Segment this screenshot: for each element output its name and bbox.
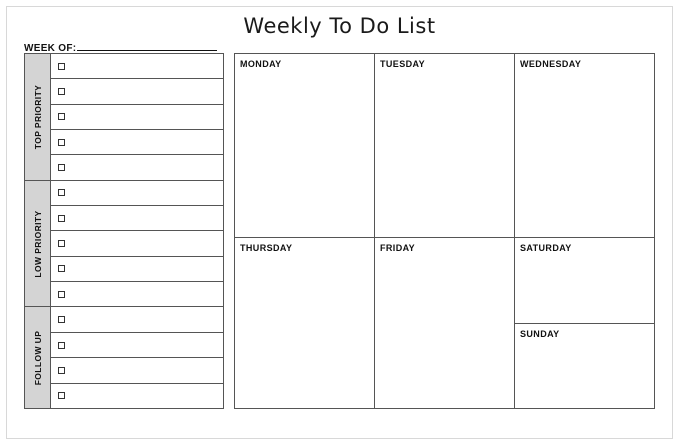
week-of-label: WEEK OF: [24, 43, 77, 54]
day-cell-sunday[interactable] [515, 324, 654, 408]
todo-writeline[interactable] [65, 181, 223, 205]
week-of-writeline[interactable] [77, 40, 217, 51]
todo-writeline[interactable] [65, 307, 223, 331]
todo-writeline[interactable] [65, 105, 223, 129]
day-cell-thursday[interactable] [235, 238, 375, 408]
priority-panel [24, 53, 224, 409]
checkbox-icon[interactable] [58, 189, 65, 196]
checkbox-icon[interactable] [58, 139, 65, 146]
list-item[interactable] [51, 79, 223, 104]
section-label-top-priority [25, 54, 51, 180]
day-cell-tuesday[interactable] [375, 54, 515, 238]
day-label: SUNDAY [520, 329, 560, 339]
day-cell-friday[interactable] [375, 238, 515, 408]
list-item[interactable] [51, 206, 223, 231]
todo-writeline[interactable] [65, 79, 223, 103]
section-rows-low-priority [51, 181, 223, 307]
day-label: WEDNESDAY [520, 59, 582, 69]
week-of-field[interactable] [24, 40, 217, 54]
page-title: Weekly To Do List [243, 14, 436, 38]
todo-writeline[interactable] [65, 231, 223, 255]
list-item[interactable] [51, 155, 223, 179]
section-low-priority [25, 181, 223, 308]
section-label-text: TOP PRIORITY [32, 84, 43, 150]
day-label: THURSDAY [240, 243, 293, 253]
day-label: FRIDAY [380, 243, 416, 253]
checkbox-icon[interactable] [58, 88, 65, 95]
checkbox-icon[interactable] [58, 63, 65, 70]
list-item[interactable] [51, 257, 223, 282]
list-item[interactable] [51, 384, 223, 408]
day-label: TUESDAY [380, 59, 425, 69]
section-follow-up [25, 307, 223, 408]
todo-writeline[interactable] [65, 333, 223, 357]
day-cell-wednesday[interactable] [515, 54, 654, 238]
day-label: MONDAY [240, 59, 282, 69]
todo-writeline[interactable] [65, 206, 223, 230]
section-rows-top-priority [51, 54, 223, 180]
todo-writeline[interactable] [65, 54, 223, 78]
checkbox-icon[interactable] [58, 215, 65, 222]
section-label-low-priority [25, 181, 51, 307]
checkbox-icon[interactable] [58, 164, 65, 171]
checkbox-icon[interactable] [58, 265, 65, 272]
list-item[interactable] [51, 54, 223, 79]
section-label-text: FOLLOW UP [32, 330, 43, 386]
section-rows-follow-up [51, 307, 223, 408]
todo-writeline[interactable] [65, 282, 223, 306]
checkbox-icon[interactable] [58, 291, 65, 298]
day-cell-saturday[interactable] [515, 238, 654, 324]
todo-writeline[interactable] [65, 384, 223, 408]
list-item[interactable] [51, 307, 223, 332]
section-label-text: LOW PRIORITY [32, 210, 43, 278]
list-item[interactable] [51, 130, 223, 155]
todo-writeline[interactable] [65, 358, 223, 382]
day-cell-monday[interactable] [235, 54, 375, 238]
list-item[interactable] [51, 358, 223, 383]
list-item[interactable] [51, 333, 223, 358]
section-label-follow-up [25, 307, 51, 408]
day-label: SATURDAY [520, 243, 572, 253]
list-item[interactable] [51, 282, 223, 306]
checkbox-icon[interactable] [58, 392, 65, 399]
checkbox-icon[interactable] [58, 367, 65, 374]
weekday-grid [234, 53, 655, 409]
list-item[interactable] [51, 181, 223, 206]
list-item[interactable] [51, 105, 223, 130]
checkbox-icon[interactable] [58, 342, 65, 349]
todo-writeline[interactable] [65, 155, 223, 179]
checkbox-icon[interactable] [58, 240, 65, 247]
todo-writeline[interactable] [65, 130, 223, 154]
todo-writeline[interactable] [65, 257, 223, 281]
checkbox-icon[interactable] [58, 316, 65, 323]
list-item[interactable] [51, 231, 223, 256]
section-top-priority [25, 54, 223, 181]
checkbox-icon[interactable] [58, 113, 65, 120]
